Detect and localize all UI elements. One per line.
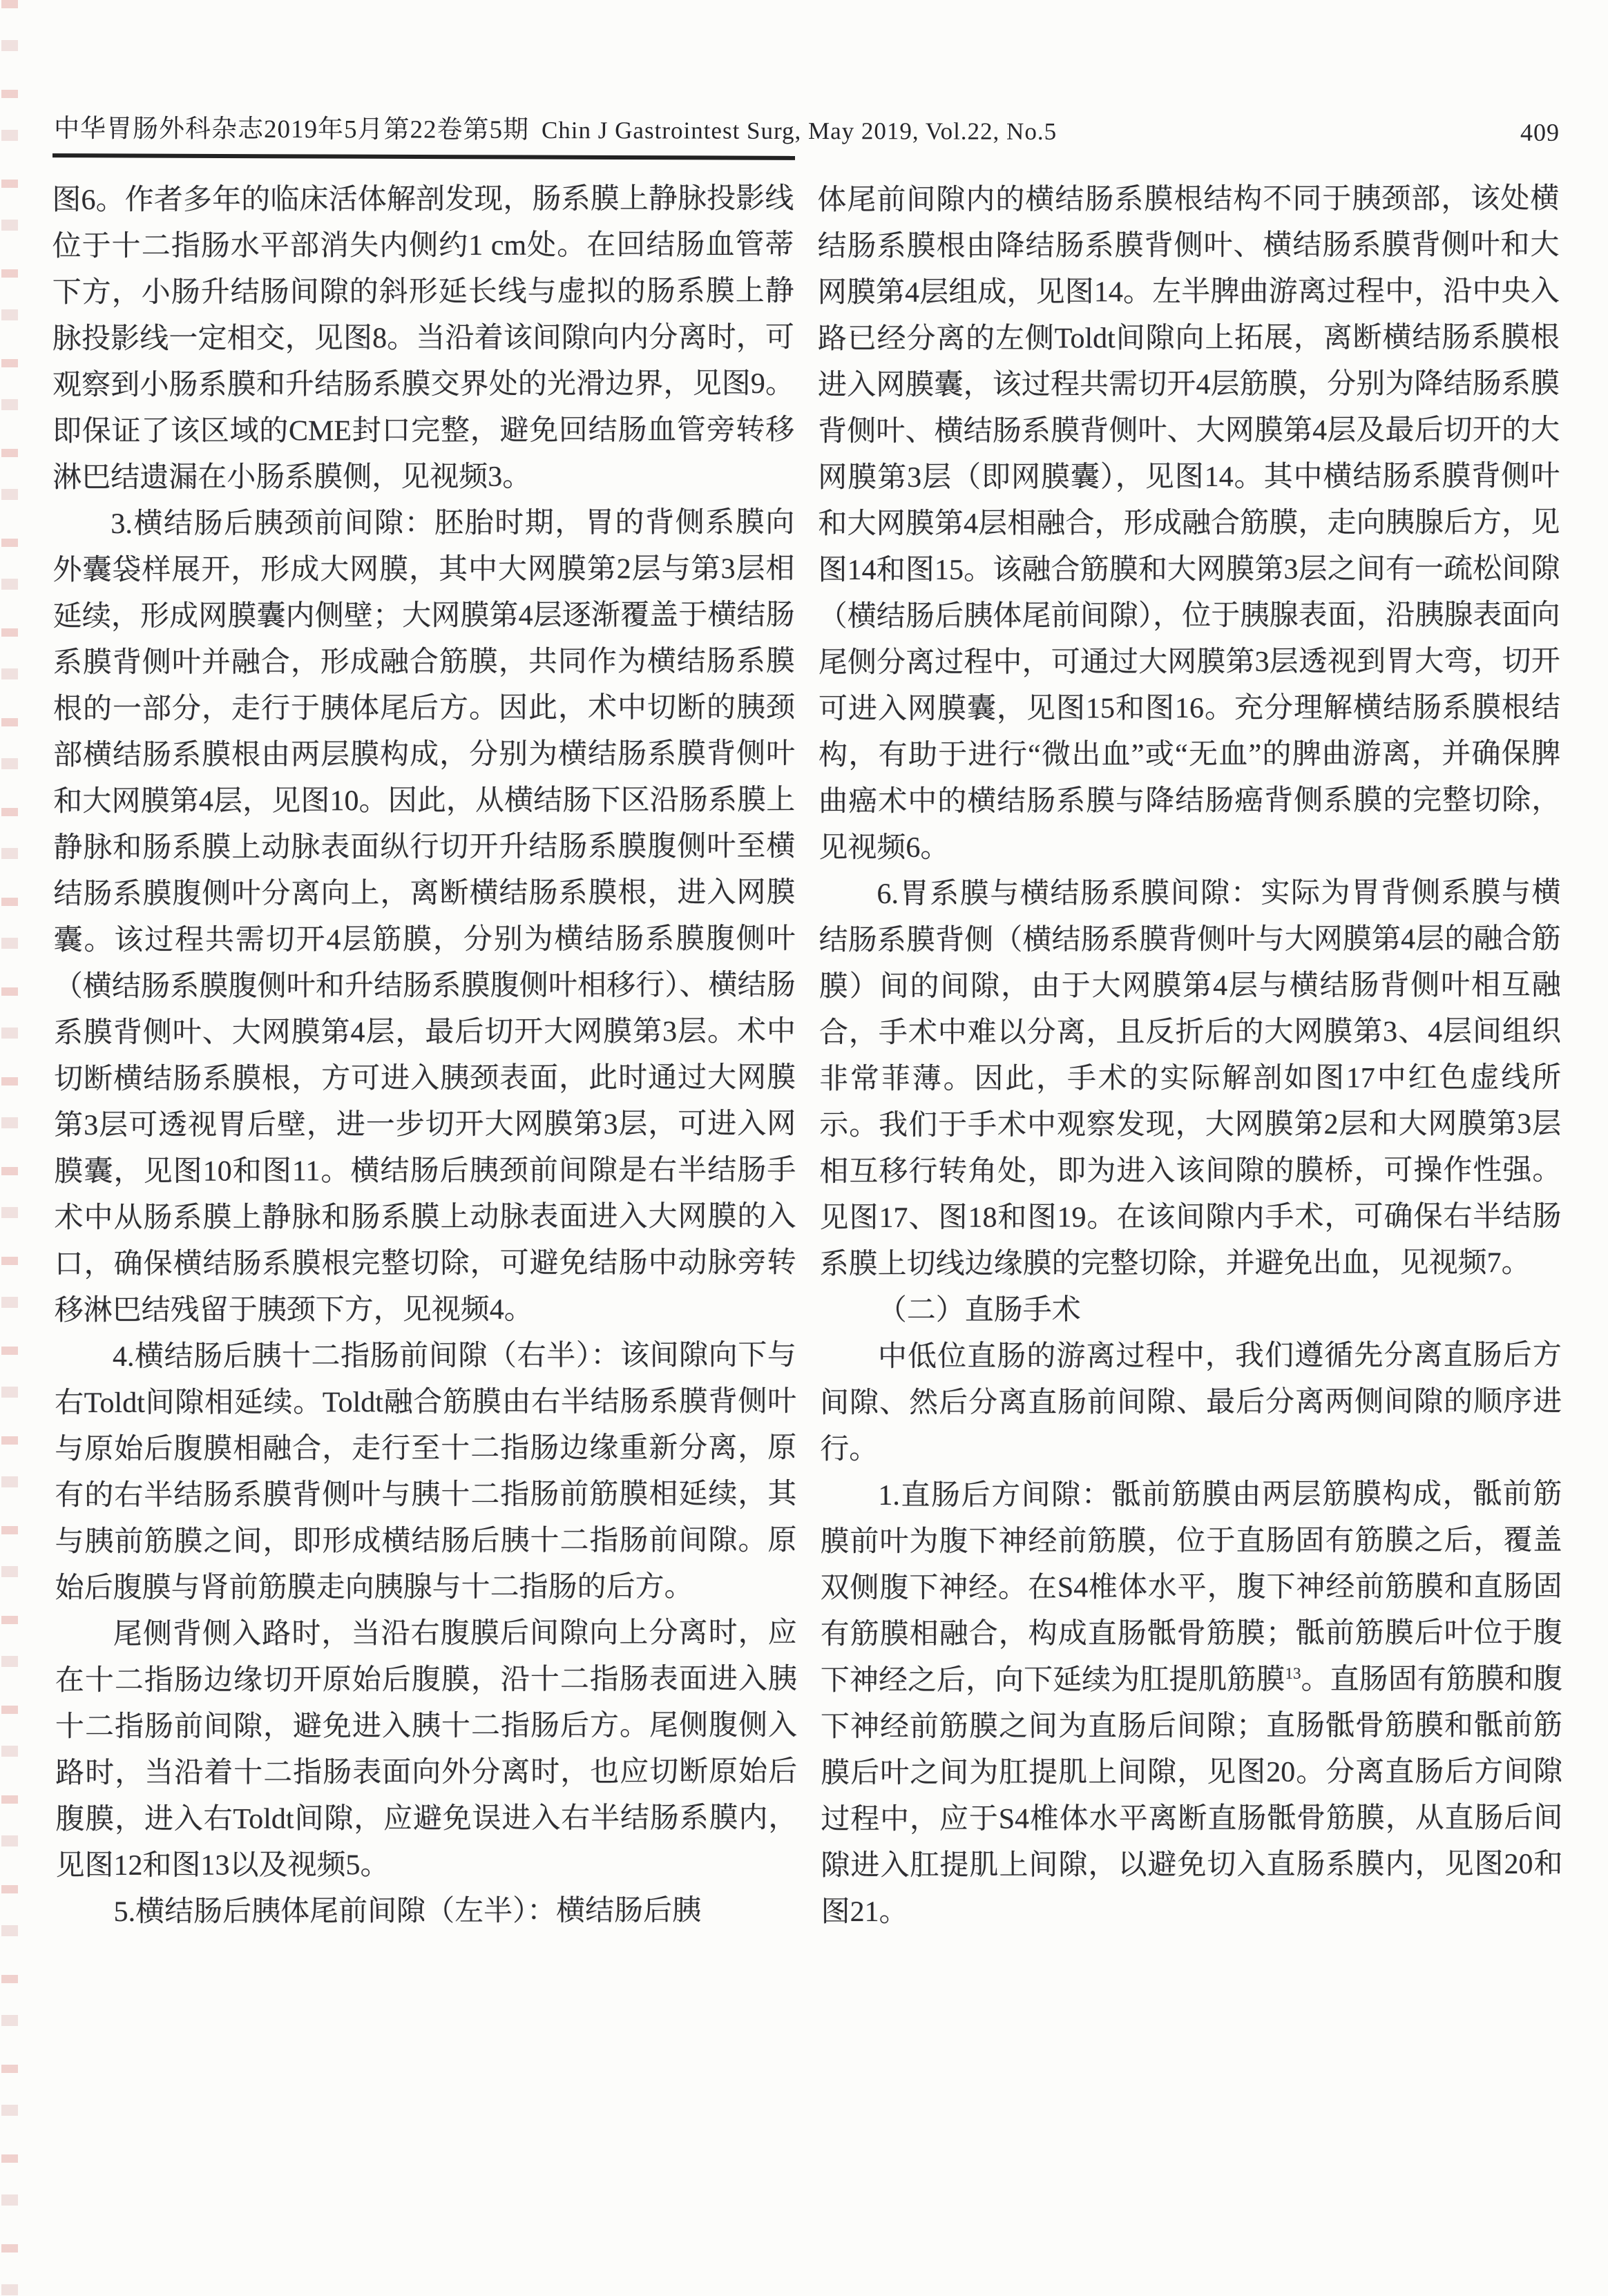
paragraph: （二）直肠手术 bbox=[877, 1294, 1081, 1327]
paragraph-text: 1.直肠后方间隙：骶前筋膜由两层筋膜构成，骶前筋膜前叶为腹下神经前筋膜，位于直肠固有筋膜之后，覆盖双侧腹下神经。在S4椎体水平，腹下神经前筋膜和直肠固有筋膜相融合，构成直肠骶骨筋膜；骶前筋膜后叶位于腹下神经之后，向下延续为肛提肌筋膜 bbox=[820, 1478, 1562, 1697]
journal-citation bbox=[54, 107, 1057, 147]
paragraph: 图6。作者多年的临床活体解剖发现，肠系膜上静脉投影线位于十二指肠水平部消失内侧约1 cm处。在回结肠血管蒂下方，小肠升结肠间隙的斜形延长线与虚拟的肠系膜上静脉投影线一定相交，见图8。当沿着该间隙向内分离时，可观察到小肠系膜和升结肠系膜交界处的光滑边界，见图9。即保证了该区域的CME封口完整，避免回结肠血管旁转移淋巴结遗漏在小肠系膜侧，见视频3。 bbox=[52, 182, 795, 494]
paragraph-text: 。直肠固有筋膜和腹下神经前筋膜之间为直肠后间隙；直肠骶骨筋膜和骶前筋膜后叶之间为肛提肌上间隙，见图20。分离直肠后方间隙过程中，应于S4椎体水平离断直肠骶骨筋膜，从直肠后间隙进入肛提肌上间隙，以避免切入直肠系膜内，见图20和图21。 bbox=[820, 1663, 1563, 1929]
paragraph: 中低位直肠的游离过程中，我们遵循先分离直肠后方间隙、然后分离直肠前间隙、最后分离两侧间隙的顺序进行。 bbox=[820, 1339, 1562, 1466]
scan-artifact-strip bbox=[1, 0, 18, 2296]
page-header bbox=[54, 107, 1560, 153]
paragraph: 3.横结肠后胰颈前间隙：胚胎时期，胃的背侧系膜向外囊袋样展开，形成大网膜，其中大网膜第2层与第3层相延续，形成网膜囊内侧壁；大网膜第4层逐渐覆盖于横结肠系膜背侧叶并融合，形成融合筋膜，共同作为横结肠系膜根的一部分，走行于胰体尾后方。因此，术中切断的胰颈部横结肠系膜根由两层膜构成，分别为横结肠系膜背侧叶和大网膜第4层，见图10。因此，从横结肠下区沿肠系膜上静脉和肠系膜上动脉表面纵行切开升结肠系膜腹侧叶至横结肠系膜腹侧叶分离向上，离断横结肠系膜根，进入网膜囊。该过程共需切开4层筋膜，分别为横结肠系膜腹侧叶（横结肠系膜腹侧叶和升结肠系膜腹侧叶相移行）、横结肠系膜背侧叶、大网膜第4层，最后切开大网膜第3层。术中切断横结肠系膜根，方可进入胰颈表面，此时通过大网膜第3层可透视胃后壁，进一步切开大网膜第3层，可进入网膜囊，见图10和图11。横结肠后胰颈前间隙是右半结肠手术中从肠系膜上静脉和肠系膜上动脉表面进入大网膜的入口，确保横结肠系膜根完整切除，可避免结肠中动脉旁转移淋巴结残留于胰颈下方，见视频4。 bbox=[52, 506, 796, 1327]
journal-citation-cn: 中华胃肠外科杂志2019年5月第22卷第5期 bbox=[53, 115, 530, 144]
journal-citation-en: Chin J Gastrointest Surg, May 2019, Vol.22, No.5 bbox=[541, 116, 1057, 145]
paragraph: 4.横结肠后胰十二指肠前间隙（右半）：该间隙向下与右Toldt间隙相延续。Toldt融合筋膜由右半结肠系膜背侧叶与原始后腹膜相融合，走行至十二指肠边缘重新分离，原有的右半结肠系膜背侧叶与胰十二指肠前筋膜相延续，其与胰前筋膜之间，即形成横结肠后胰十二指肠前间隙。原始后腹膜与肾前筋膜走向胰腺与十二指肠的后方。 bbox=[55, 1339, 797, 1605]
paragraph bbox=[820, 1472, 1562, 1936]
left-column bbox=[52, 176, 797, 1936]
paragraph: 体尾前间隙内的横结肠系膜根结构不同于胰颈部，该处横结肠系膜根由降结肠系膜背侧叶、横结肠系膜背侧叶和大网膜第4层组成，见图14。左半脾曲游离过程中，沿中央入路已经分离的左侧Toldt间隙向上拓展，离断横结肠系膜根进入网膜囊，该过程共需切开4层筋膜，分别为降结肠系膜背侧叶、横结肠系膜背侧叶、大网膜第4层及最后切开的大网膜第3层（即网膜囊），见图14。其中横结肠系膜背侧叶和大网膜第4层相融合，形成融合筋膜，走向胰腺后方，见图14和图15。该融合筋膜和大网膜第3层之间有一疏松间隙（横结肠后胰体尾前间隙），位于胰腺表面，沿胰腺表面向尾侧分离过程中，可通过大网膜第3层透视到胃大弯，切开可进入网膜囊，见图15和图16。充分理解横结肠系膜根结构，有助于进行“微出血”或“无血”的脾曲游离，并确保脾曲癌术中的横结肠系膜与降结肠癌背侧系膜的完整切除，见视频6。 bbox=[817, 182, 1561, 865]
right-column bbox=[817, 176, 1562, 1936]
paragraph: 5.横结肠后胰体尾前间隙（左半）：横结肠后胰 bbox=[113, 1895, 702, 1928]
header-rule bbox=[52, 153, 795, 160]
paragraph: 6.胃系膜与横结肠系膜间隙：实际为胃背侧系膜与横结肠系膜背侧（横结肠系膜背侧叶与大网膜第4层的融合筋膜）间的间隙，由于大网膜第4层与横结肠背侧叶相互融合，手术中难以分离，且反折后的大网膜第3、4层间组织非常菲薄。因此，手术的实际解剖如图17中红色虚线所示。我们于手术中观察发现，大网膜第2层和大网膜第3层相互移行转角处，即为进入该间隙的膜桥，可操作性强。见图17、图18和图19。在该间隙内手术，可确保右半结肠系膜上切线边缘膜的完整切除，并避免出血，见视频7。 bbox=[819, 876, 1562, 1281]
reference-marker: 13 bbox=[1285, 1663, 1301, 1682]
page-number: 409 bbox=[1520, 118, 1560, 146]
paragraph: 尾侧背侧入路时，当沿右腹膜后间隙向上分离时，应在十二指肠边缘切开原始后腹膜，沿十二指肠表面进入胰十二指肠前间隙，避免进入胰十二指肠后方。尾侧腹侧入路时，当沿着十二指肠表面向外分离时，也应切断原始后腹膜，进入右Toldt间隙，应避免误进入右半结肠系膜内，见图12和图13以及视频5。 bbox=[55, 1617, 798, 1882]
